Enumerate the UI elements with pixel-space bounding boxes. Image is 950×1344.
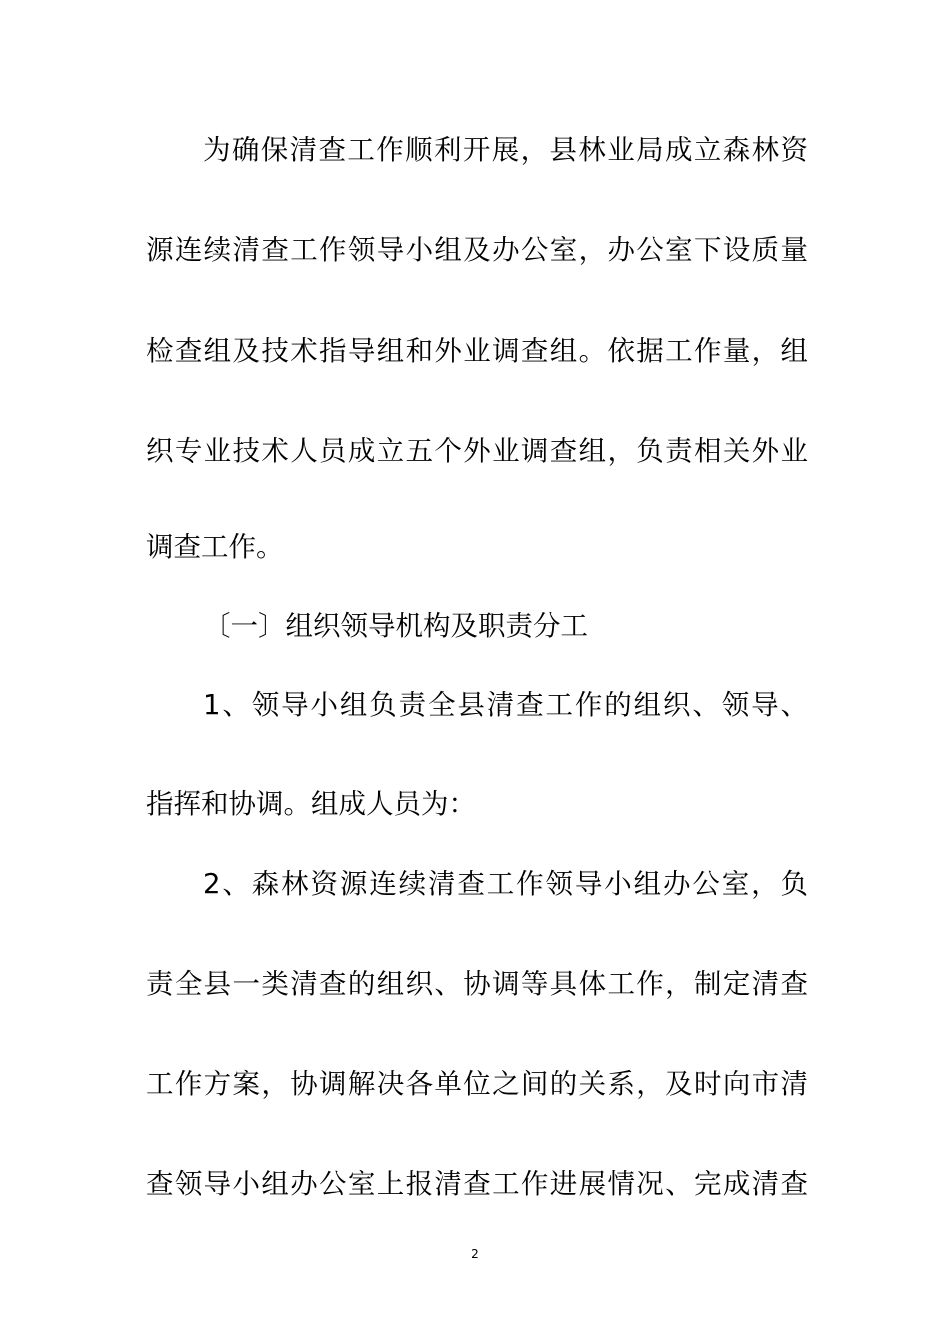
paragraph-line: 1、领导小组负责全县清查工作的组织、领导、 xyxy=(203,689,808,721)
paragraph-line: 指挥和协调。组成人员为： xyxy=(146,788,476,820)
paragraph-line: 2、森林资源连续清查工作领导小组办公室，负 xyxy=(203,868,808,900)
section-heading: 〔一〕组织领导机构及职责分工 xyxy=(203,610,588,642)
paragraph-line: 为确保清查工作顺利开展，县林业局成立森林资 xyxy=(203,134,808,166)
paragraph-line: 工作方案，协调解决各单位之间的关系，及时向市清 xyxy=(146,1068,808,1100)
paragraph-line: 调查工作。 xyxy=(146,531,284,563)
paragraph-line: 检查组及技术指导组和外业调查组。依据工作量，组 xyxy=(146,335,808,367)
paragraph-line: 源连续清查工作领导小组及办公室，办公室下设质量 xyxy=(146,234,808,266)
paragraph-line: 查领导小组办公室上报清查工作进展情况、完成清查 xyxy=(146,1168,808,1200)
paragraph-line: 织专业技术人员成立五个外业调查组，负责相关外业 xyxy=(146,435,808,467)
paragraph-line: 责全县一类清查的组织、协调等具体工作，制定清查 xyxy=(146,968,808,1000)
page-number: 2 xyxy=(471,1247,479,1261)
